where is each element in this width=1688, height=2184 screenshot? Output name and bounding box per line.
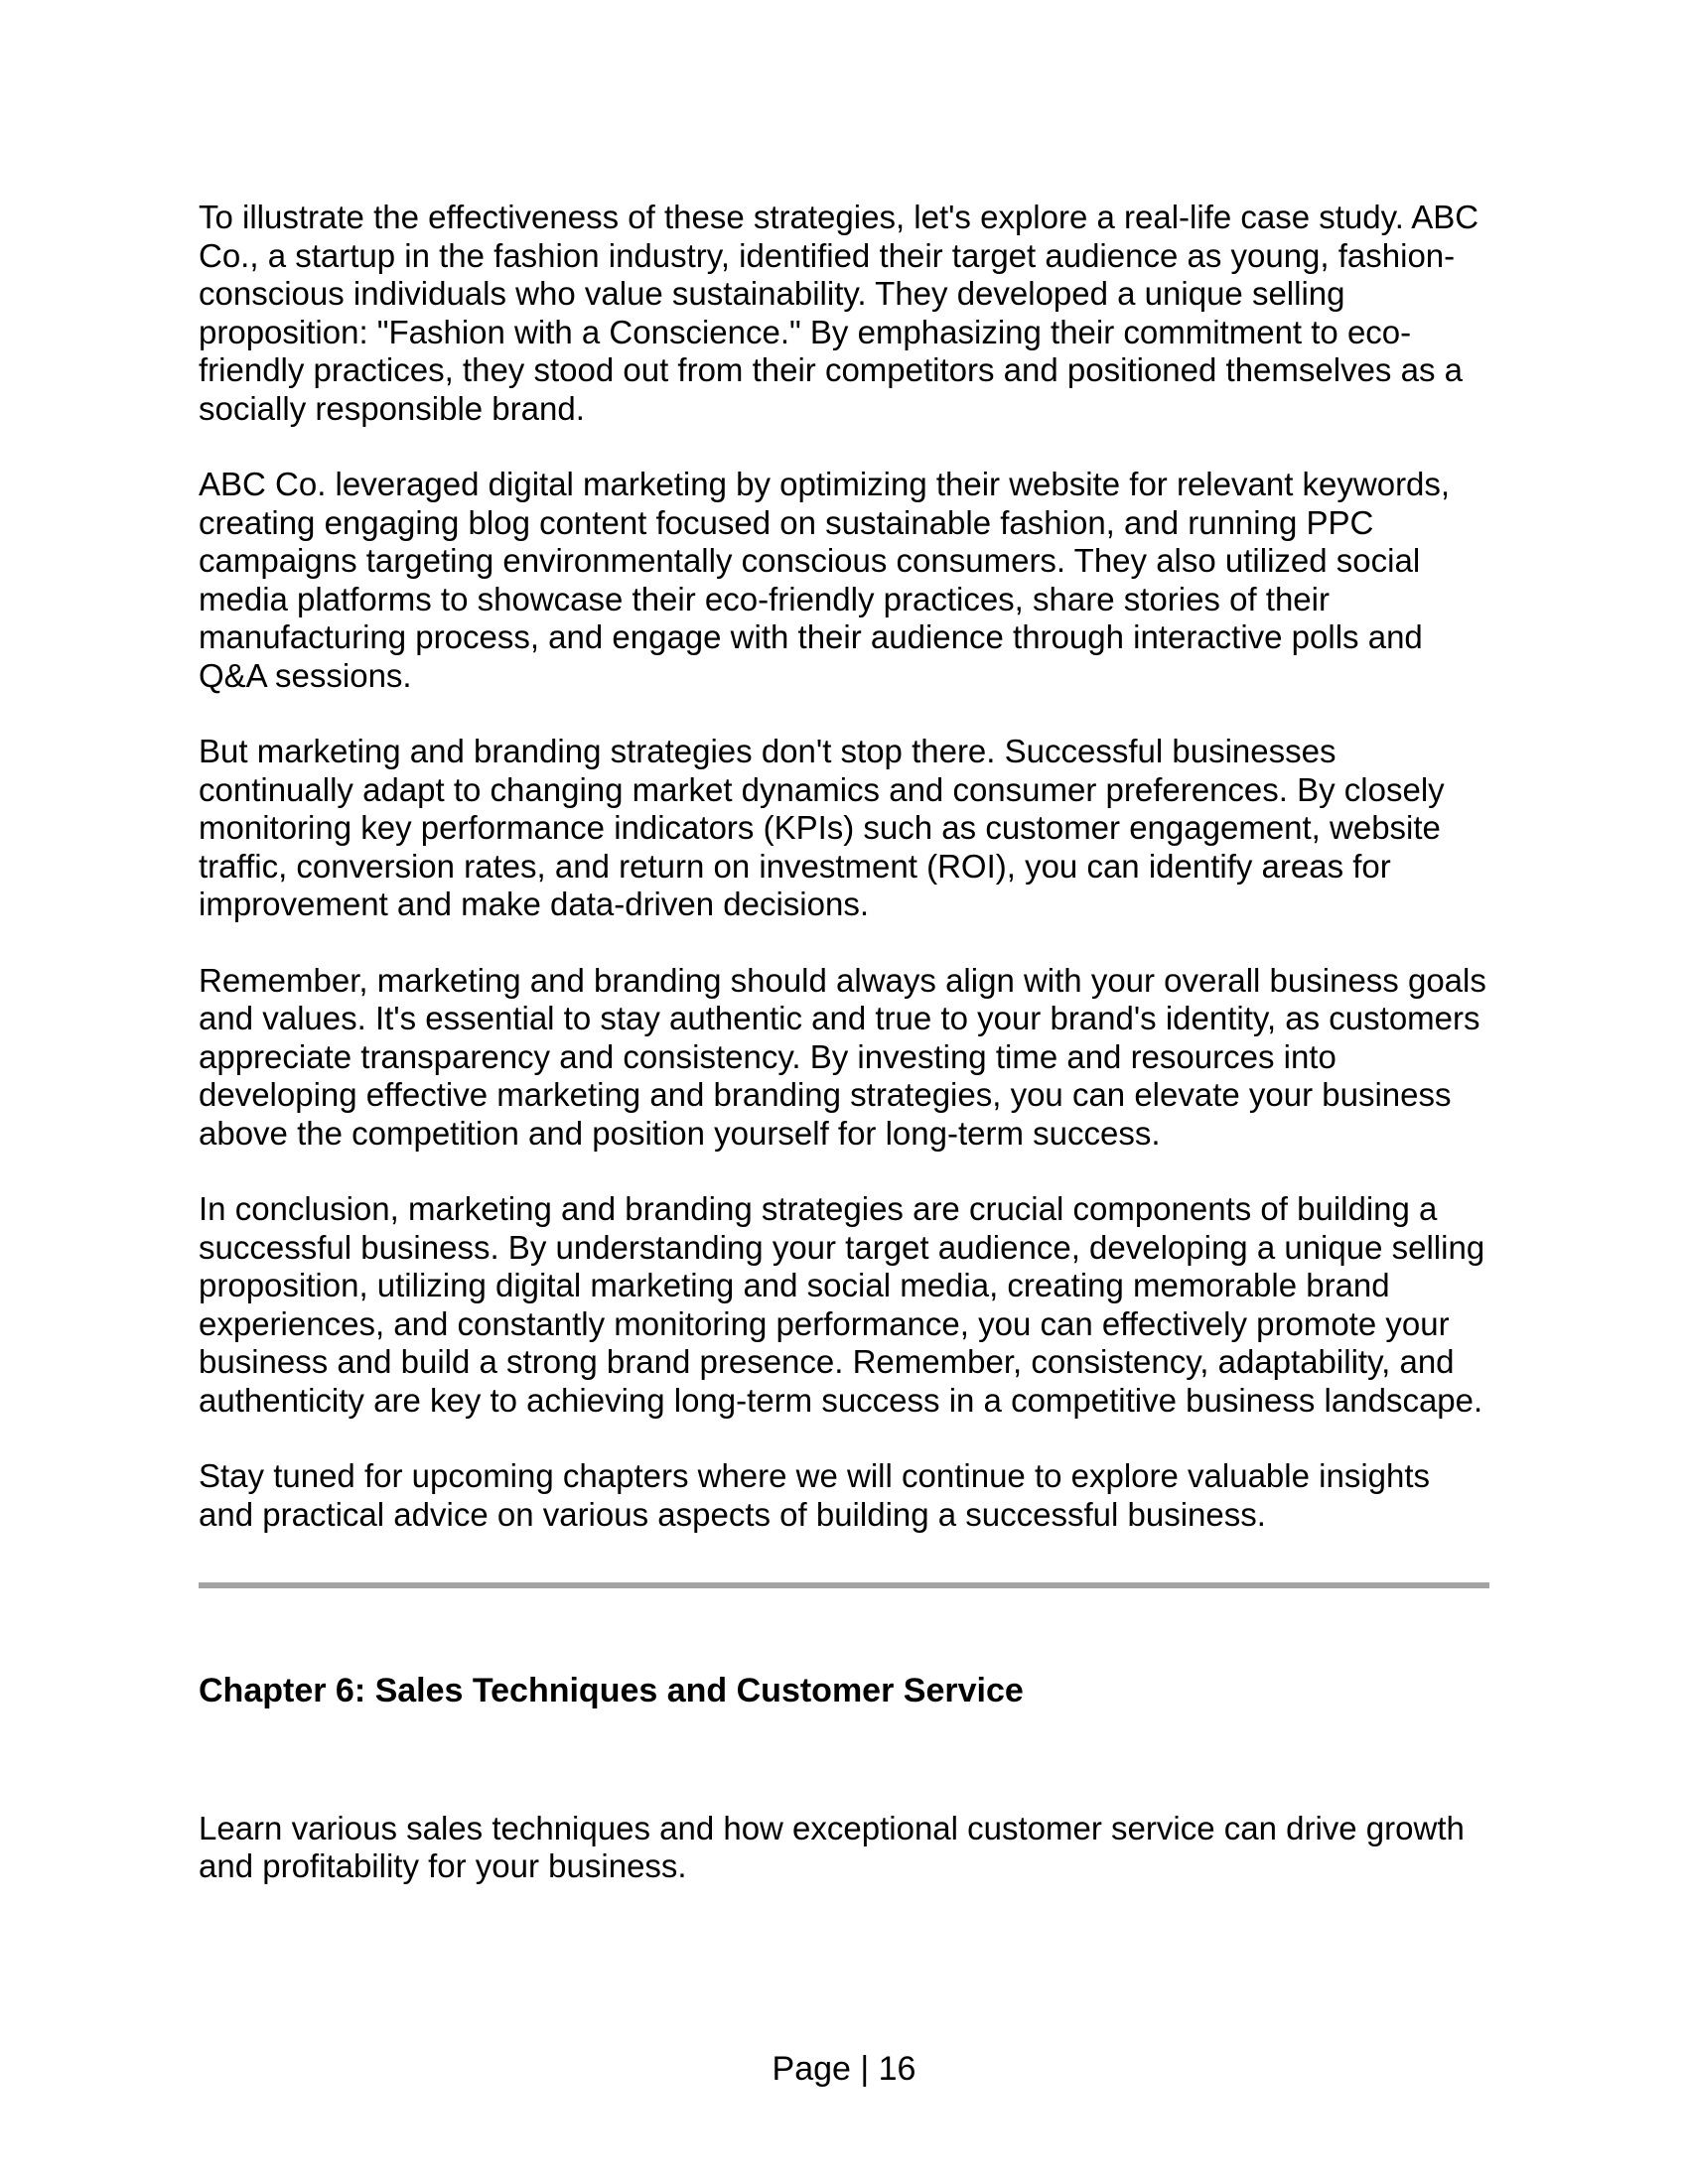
body-paragraph: Stay tuned for upcoming chapters where we will continue to explore valuable insights and practical advice on various aspects of building a successful business. (199, 1457, 1431, 1533)
section-divider-rule (199, 1582, 1489, 1588)
body-paragraph: To illustrate the effectiveness of these strategies, let's explore a real-life case study. ABC Co., a startup in the fashion industry, identified their target audience as young, fashion-conscious individuals who value sustainability. They developed a unique selling proposition: "Fashion with a Conscience." By emphasizing their commitment to eco-friendly practices, they stood out from their competitors and positioned themselves as a socially responsible brand. (199, 199, 1479, 427)
chapter-intro-paragraph: Learn various sales techniques and how exceptional customer service can drive growth and profitability for your business. (199, 1809, 1465, 1884)
body-paragraph: ABC Co. leveraged digital marketing by optimizing their website for relevant keywords, creating engaging blog content focused on sustainable fashion, and running PPC campaigns targeting environmentally conscious consumers. They also utilized social media platforms to showcase their eco-friendly practices, share stories of their manufacturing process, and engage with their audience through interactive polls and Q&A sessions. (199, 466, 1451, 694)
body-paragraph: Remember, marketing and branding should always align with your overall business goals and values. It's essential to stay authentic and true to your brand's identity, as customers appreciate transparency and consistency. By investing time and resources into developing effective marketing and branding strategies, you can elevate your business above the competition and position yourself for long-term success. (199, 961, 1486, 1152)
body-paragraph: But marketing and branding strategies don't stop there. Successful businesses continually adapt to changing market dynamics and consumer preferences. By closely monitoring key performance indicators (KPIs) such as customer engagement, website traffic, conversion rates, and return on investment (ROI), you can identify areas for improvement and make data-driven decisions. (199, 733, 1445, 922)
page-footer (0, 2049, 1688, 2089)
body-paragraph: In conclusion, marketing and branding strategies are crucial components of building a successful business. By understanding your target audience, developing a unique selling proposition, utilizing digital marketing and social media, creating memorable brand experiences, and constantly monitoring performance, you can effectively promote your business and build a strong brand presence. Remember, consistency, adaptability, and authenticity are key to achieving long-term success in a competitive business landscape. (199, 1190, 1485, 1419)
chapter-heading: Chapter 6: Sales Techniques and Customer Service (199, 1672, 1024, 1709)
page-number-label: Page | 16 (772, 2050, 916, 2088)
page-body (199, 199, 1489, 1924)
